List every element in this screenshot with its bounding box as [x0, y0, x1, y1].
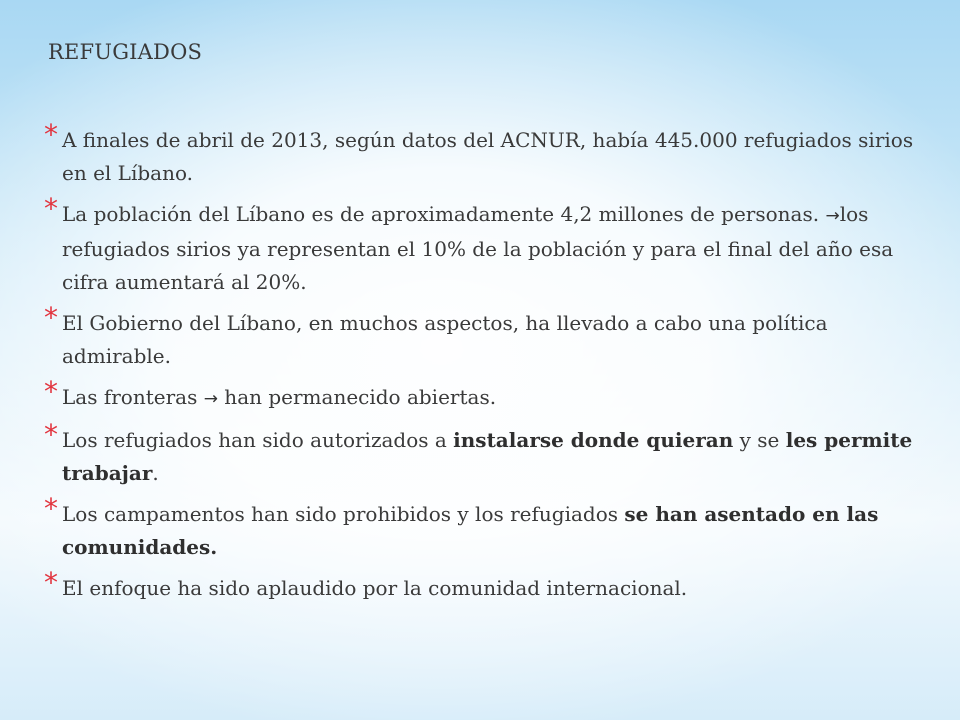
slide-title: REFUGIADOS — [48, 40, 203, 64]
bullet-segment: Los refugiados han sido autorizados a — [62, 428, 454, 452]
bullet-item — [44, 492, 924, 564]
bullet-asterisk-icon: * — [44, 566, 58, 599]
bullet-segment: y se — [733, 428, 786, 452]
arrow-right-icon: → — [825, 206, 840, 226]
bullet-emphasis: se han asentado en las comunidades. — [62, 502, 879, 559]
bullet-segment: Las fronteras — [62, 385, 204, 409]
bullet-text — [62, 128, 913, 185]
bullet-segment: . — [152, 461, 159, 485]
bullet-emphasis: les permite trabajar — [62, 428, 913, 485]
arrow-right-icon: → — [203, 389, 218, 409]
bullet-text — [62, 311, 828, 368]
bullet-asterisk-icon: * — [44, 418, 58, 451]
bullet-text — [62, 502, 878, 559]
bullet-asterisk-icon: * — [44, 492, 58, 525]
bullet-segment: han permanecido abiertas. — [217, 385, 497, 409]
bullet-segment: A finales de abril de 2013, según datos del ACNUR, había 445.000 refugiados sirios en el Líbano. — [62, 128, 914, 185]
bullet-item — [44, 418, 924, 490]
bullet-segment: La población del Líbano es de aproximadamente 4,2 millones de personas. — [62, 202, 826, 226]
bullet-asterisk-icon: * — [44, 375, 58, 408]
bullet-segment: El Gobierno del Líbano, en muchos aspectos, ha llevado a cabo una política admirable. — [62, 311, 828, 368]
bullet-text — [62, 202, 893, 294]
bullet-text — [62, 428, 912, 485]
bullet-item — [44, 192, 924, 299]
bullet-text — [62, 385, 496, 409]
bullet-asterisk-icon: * — [44, 192, 58, 225]
bullet-list — [44, 118, 924, 613]
bullet-item — [44, 301, 924, 373]
bullet-asterisk-icon: * — [44, 118, 58, 151]
bullet-segment: Los campamentos han sido prohibidos y los refugiados — [62, 502, 625, 526]
bullet-segment: los refugiados sirios ya representan el 10% de la población y para el final del año esa cifra aumentará al 20%. — [62, 202, 894, 294]
bullet-segment: El enfoque ha sido aplaudido por la comunidad internacional. — [62, 576, 688, 600]
bullet-item — [44, 118, 924, 190]
bullet-item — [44, 566, 924, 605]
bullet-asterisk-icon: * — [44, 301, 58, 334]
bullet-item — [44, 375, 924, 416]
bullet-text — [62, 576, 687, 600]
bullet-emphasis: instalarse donde quieran — [453, 428, 734, 452]
